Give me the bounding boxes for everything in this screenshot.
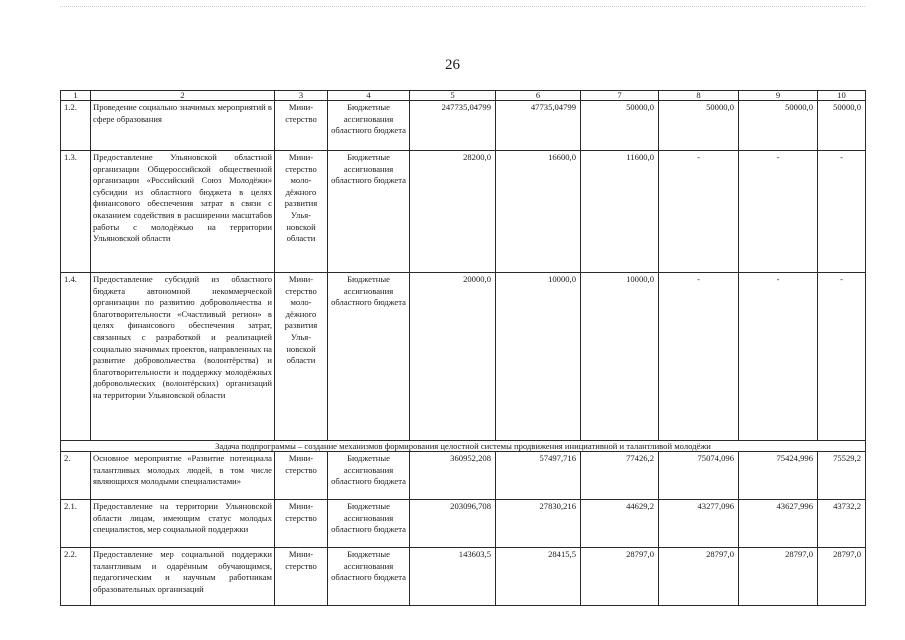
funding-source: Бюджетные ассигнования областного бюджета bbox=[328, 101, 410, 151]
value-year-5: - bbox=[818, 151, 866, 273]
value-total: 360952,208 bbox=[410, 452, 496, 500]
value-year-1: 57497,716 bbox=[496, 452, 581, 500]
executor: Мини-стерство моло-дёжного развития Улья-новской области bbox=[275, 273, 328, 441]
value-year-5: 50000,0 bbox=[818, 101, 866, 151]
value-year-1: 16600,0 bbox=[496, 151, 581, 273]
header-cell: 6 bbox=[496, 91, 581, 101]
value-year-2: 77426,2 bbox=[581, 452, 659, 500]
value-year-1: 27830,216 bbox=[496, 500, 581, 548]
row-number: 1.2. bbox=[61, 101, 91, 151]
executor: Мини-стерство bbox=[275, 500, 328, 548]
header-cell: 4 bbox=[328, 91, 410, 101]
value-year-1: 10000,0 bbox=[496, 273, 581, 441]
value-year-3: 28797,0 bbox=[659, 548, 739, 606]
value-year-4: 28797,0 bbox=[739, 548, 818, 606]
value-year-2: 10000,0 bbox=[581, 273, 659, 441]
table-row bbox=[61, 452, 866, 500]
value-year-4: 50000,0 bbox=[739, 101, 818, 151]
activity-name: Предоставление Ульяновской областной организации Общероссийской общественной организации «Российский Союз Молодёжи» субсидии из областного бюджета в целях финансового обеспечения затрат в связи с оказанием содействия в расширении масштабов работы с молодёжью на территории Ульяновской области bbox=[91, 151, 275, 273]
header-cell: 2 bbox=[91, 91, 275, 101]
activity-name: Основное мероприятие «Развитие потенциала талантливых молодых людей, в том числе являющихся молодыми специалистами» bbox=[91, 452, 275, 500]
task-row bbox=[61, 441, 866, 452]
value-year-3: 75074,096 bbox=[659, 452, 739, 500]
value-year-3: 43277,096 bbox=[659, 500, 739, 548]
funding-source: Бюджетные ассигнования областного бюджета bbox=[328, 548, 410, 606]
header-cell: 7 bbox=[581, 91, 659, 101]
scan-edge-artifact bbox=[60, 6, 865, 9]
task-heading: Задача подпрограммы – создание механизмов формирования целостной системы продвижения инициативной и талантливой молодёжи bbox=[61, 441, 866, 452]
value-year-2: 50000,0 bbox=[581, 101, 659, 151]
value-year-2: 11600,0 bbox=[581, 151, 659, 273]
budget-table bbox=[60, 90, 866, 606]
value-year-5: - bbox=[818, 273, 866, 441]
funding-source: Бюджетные ассигнования областного бюджета bbox=[328, 151, 410, 273]
value-year-4: 75424,996 bbox=[739, 452, 818, 500]
funding-source: Бюджетные ассигнования областного бюджета bbox=[328, 500, 410, 548]
activity-name: Предоставление субсидий из областного бюджета автономной некоммерческой организации по развитию добровольчества и благотворительности «Счастливый регион» в целях финансового обеспечения затрат, связанных с разработкой и реализацией социально значимых проектов, направленных на развитие добровольчества (волонтёрства) и благотворительности и поддержку молодёжных добровольческих (волонтёрских) организаций на территории Ульяновской области bbox=[91, 273, 275, 441]
header-cell: 9 bbox=[739, 91, 818, 101]
value-total: 203096,708 bbox=[410, 500, 496, 548]
funding-source: Бюджетные ассигнования областного бюджета bbox=[328, 273, 410, 441]
table-row bbox=[61, 548, 866, 606]
header-cell: 5 bbox=[410, 91, 496, 101]
activity-name: Предоставление мер социальной поддержки талантливым и одарённым обучающимся, педагогическим и научным работникам образовательных организаций bbox=[91, 548, 275, 606]
value-total: 20000,0 bbox=[410, 273, 496, 441]
value-year-3: - bbox=[659, 151, 739, 273]
value-year-2: 44629,2 bbox=[581, 500, 659, 548]
value-total: 247735,04799 bbox=[410, 101, 496, 151]
value-year-5: 43732,2 bbox=[818, 500, 866, 548]
value-year-3: 50000,0 bbox=[659, 101, 739, 151]
value-year-5: 28797,0 bbox=[818, 548, 866, 606]
page-number: 26 bbox=[445, 57, 460, 73]
table-row bbox=[61, 101, 866, 151]
row-number: 2.2. bbox=[61, 548, 91, 606]
value-year-5: 75529,2 bbox=[818, 452, 866, 500]
value-year-4: - bbox=[739, 273, 818, 441]
activity-name: Предоставление на территории Ульяновской области лицам, имеющим статус молодых специалистов, мер социальной поддержки bbox=[91, 500, 275, 548]
value-year-1: 47735,04799 bbox=[496, 101, 581, 151]
row-number: 2.1. bbox=[61, 500, 91, 548]
row-number: 2. bbox=[61, 452, 91, 500]
header-cell: 10 bbox=[818, 91, 866, 101]
row-number: 1.3. bbox=[61, 151, 91, 273]
executor: Мини-стерство моло-дёжного развития Улья-новской области bbox=[275, 151, 328, 273]
value-year-1: 28415,5 bbox=[496, 548, 581, 606]
funding-source: Бюджетные ассигнования областного бюджета bbox=[328, 452, 410, 500]
value-year-4: 43627,996 bbox=[739, 500, 818, 548]
column-numbers-row bbox=[61, 91, 866, 101]
header-cell: 1 bbox=[61, 91, 91, 101]
value-total: 143603,5 bbox=[410, 548, 496, 606]
table-row bbox=[61, 273, 866, 441]
header-cell: 3 bbox=[275, 91, 328, 101]
value-total: 28200,0 bbox=[410, 151, 496, 273]
table-row bbox=[61, 151, 866, 273]
executor: Мини-стерство bbox=[275, 452, 328, 500]
table-row bbox=[61, 500, 866, 548]
value-year-3: - bbox=[659, 273, 739, 441]
value-year-4: - bbox=[739, 151, 818, 273]
executor: Мини-стерство bbox=[275, 548, 328, 606]
header-cell: 8 bbox=[659, 91, 739, 101]
activity-name: Проведение социально значимых мероприятий в сфере образования bbox=[91, 101, 275, 151]
executor: Мини-стерство bbox=[275, 101, 328, 151]
row-number: 1.4. bbox=[61, 273, 91, 441]
value-year-2: 28797,0 bbox=[581, 548, 659, 606]
